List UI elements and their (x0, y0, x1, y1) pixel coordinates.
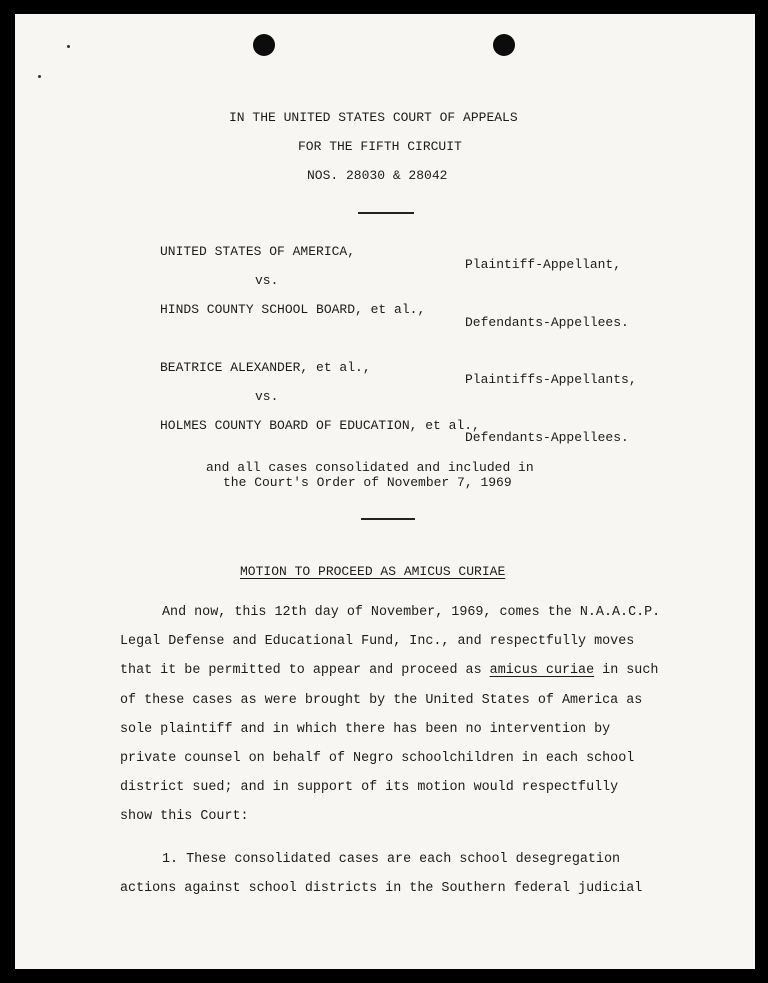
case-numbers: NOS. 28030 & 28042 (307, 168, 448, 183)
speck (67, 45, 70, 48)
paragraph-line: private counsel on behalf of Negro schoolchildren in each school (120, 751, 635, 766)
paragraph-line: of these cases as were brought by the United States of America as (120, 693, 643, 708)
paragraph-line: show this Court: (120, 809, 249, 824)
case1-defendant: HINDS COUNTY SCHOOL BOARD, et al., (160, 302, 426, 317)
case1-vs: vs. (255, 273, 279, 288)
paragraph-line: Legal Defense and Educational Fund, Inc., and respectfully moves (120, 634, 635, 649)
paragraph-line (120, 663, 658, 679)
case2-vs: vs. (255, 389, 279, 404)
consolidated-note-line1: and all cases consolidated and included in (206, 460, 534, 475)
paragraph-line: sole plaintiff and in which there has been no intervention by (120, 722, 611, 737)
case1-plaintiff: UNITED STATES OF AMERICA, (160, 244, 356, 259)
document-page (15, 14, 755, 969)
divider-rule (361, 518, 415, 520)
case1-plaintiff-role: Plaintiff-Appellant, (465, 257, 622, 272)
consolidated-note-line2: the Court's Order of November 7, 1969 (223, 475, 512, 490)
punch-hole-right (493, 34, 515, 56)
text-segment: that it be permitted to appear and proceed as (120, 663, 490, 678)
paragraph-line: 1. These consolidated cases are each school desegregation (162, 852, 621, 867)
case1-defendant-role: Defendants-Appellees. (465, 315, 629, 330)
case2-plaintiff-role: Plaintiffs-Appellants, (465, 372, 637, 387)
paragraph-line: actions against school districts in the Southern federal judicial (120, 881, 643, 896)
circuit-heading: FOR THE FIFTH CIRCUIT (298, 139, 462, 154)
motion-title: MOTION TO PROCEED AS AMICUS CURIAE (240, 564, 506, 579)
paragraph-line: And now, this 12th day of November, 1969, comes the N.A.A.C.P. (162, 605, 661, 620)
speck (38, 75, 41, 78)
court-heading: IN THE UNITED STATES COURT OF APPEALS (229, 110, 518, 125)
punch-hole-left (253, 34, 275, 56)
text-segment: in such (594, 663, 659, 678)
paragraph-line: district sued; and in support of its motion would respectfully (120, 780, 619, 795)
amicus-curiae-emphasis: amicus curiae (489, 663, 595, 678)
divider-rule (358, 212, 414, 214)
case2-defendant: HOLMES COUNTY BOARD OF EDUCATION, et al., (160, 418, 480, 433)
case2-defendant-role: Defendants-Appellees. (465, 430, 629, 445)
case2-plaintiff: BEATRICE ALEXANDER, et al., (160, 360, 371, 375)
